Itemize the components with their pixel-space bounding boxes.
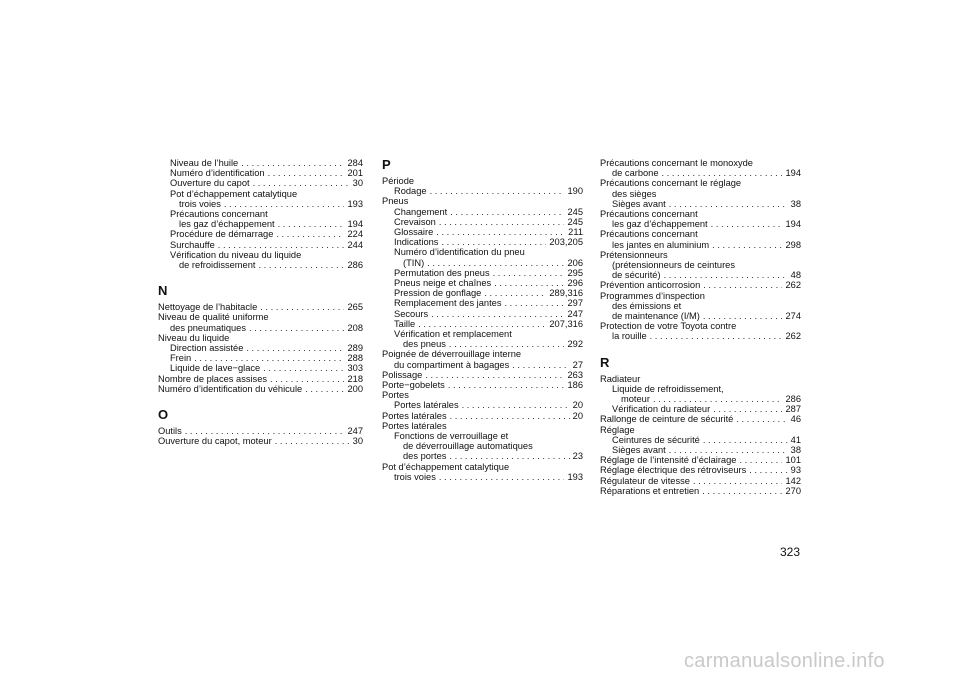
dot-leader [702,486,782,496]
index-entry [382,451,583,461]
index-entry [382,319,583,329]
entry-text: Prévention anticorrosion [600,280,701,291]
index-entry [600,250,801,260]
entry-page-ref: 38 [790,198,801,209]
index-column-3 [600,158,801,496]
index-entry [600,240,801,250]
index-entry [382,196,583,206]
dot-leader [650,331,783,341]
index-entry [382,411,583,421]
entry-text: de déverrouillage automatiques [403,441,533,452]
entry-page-ref: 247 [567,308,583,319]
entry-page-ref: 265 [347,302,363,313]
entry-page-ref: 101 [785,455,801,466]
dot-leader [693,476,783,486]
entry-text: les gaz d’échappement [179,219,275,230]
entry-text: Précautions concernant [600,209,698,220]
index-entry [600,384,801,394]
dot-leader [448,380,565,390]
index-entry [158,199,363,209]
entry-text: (TIN) [403,257,425,268]
dot-leader [711,219,783,229]
index-entry [600,435,801,445]
entry-page-ref: 142 [785,475,801,486]
entry-page-ref: 274 [785,311,801,322]
entry-page-ref: 211 [568,227,583,238]
index-entry [382,258,583,268]
entry-page-ref: 289,316 [549,288,583,299]
index-entry [158,209,363,219]
index-entry [600,301,801,311]
index-entry [382,176,583,186]
index-column-2 [382,158,583,482]
entry-page-ref: 203,205 [549,237,583,248]
index-entry [382,186,583,196]
index-entry [158,189,363,199]
entry-text: Numéro d’identification du pneu [394,247,525,258]
dot-leader [246,343,344,353]
index-entry [382,278,583,288]
entry-text: Prétensionneurs [600,249,668,260]
entry-page-ref: 48 [790,270,801,281]
entry-text: Niveau du liquide [158,332,230,343]
entry-page-ref: 193 [347,198,363,209]
entry-text: Portes latérales [382,420,447,431]
index-entry [600,270,801,280]
entry-text: Réglage électrique des rétroviseurs [600,465,747,476]
index-entry [600,465,801,475]
entry-text: moteur [621,394,650,405]
index-entry [382,329,583,339]
dot-leader [494,278,564,288]
entry-text: Liquide de refroidissement, [612,383,724,394]
index-entry [158,240,363,250]
section-letter: O [158,407,169,423]
entry-text: Régulateur de vitesse [600,475,690,486]
index-entry [158,343,363,353]
entry-page-ref: 194 [785,219,801,230]
entry-text: de refroidissement [179,260,256,271]
entry-page-ref: 207,316 [549,318,583,329]
dot-leader [439,217,565,227]
entry-page-ref: 41 [790,434,801,445]
index-entry [158,323,363,333]
dot-leader [439,472,565,482]
entry-text: Rodage [394,186,427,197]
entry-text: Pot d’échappement catalytique [382,461,510,472]
dot-leader [275,436,350,446]
dot-leader [505,298,565,308]
dot-leader [739,455,782,465]
entry-text: Indications [394,237,439,248]
index-column-1 [158,158,363,446]
entry-text: Précautions concernant le réglage [600,178,742,189]
dot-leader [462,400,570,410]
dot-leader [664,270,788,280]
dot-leader [218,240,345,250]
dot-leader [425,370,564,380]
dot-leader [263,363,344,373]
index-entry [600,189,801,199]
entry-text: Secours [394,308,429,319]
entry-text: Numéro d’identification [170,168,265,179]
index-entry [158,250,363,260]
entry-text: Pneus [382,196,409,207]
index-entry [158,333,363,343]
entry-text: Taille [394,318,416,329]
entry-text: Vérification du niveau du liquide [170,249,302,260]
index-entry [158,302,363,312]
entry-text: Portes latérales [394,400,459,411]
section-letter: P [382,157,391,172]
entry-page-ref: 194 [785,168,801,179]
entry-text: Précautions concernant le monoxyde [600,158,753,168]
dot-leader [736,414,787,424]
entry-text: Pneus neige et chaînes [394,278,492,289]
entry-text: Vérification du radiateur [612,404,711,415]
entry-page-ref: 30 [352,436,363,447]
entry-text: Ouverture du capot [170,178,250,189]
dot-leader [268,168,345,178]
entry-text: trois voies [394,471,436,482]
entry-text: Surchauffe [170,239,215,250]
entry-text: des émissions et [612,300,682,311]
entry-page-ref: 245 [567,206,583,217]
index-entry [382,227,583,237]
entry-page-ref: 93 [790,465,801,476]
entry-page-ref: 244 [347,239,363,250]
dot-leader [450,207,564,217]
entry-text: des portes [403,451,447,462]
index-entry [600,158,801,168]
entry-text: Porte−gobelets [382,380,445,391]
entry-page-ref: 263 [567,369,583,380]
entry-text: Sièges avant [612,198,666,209]
dot-leader [713,404,782,414]
entry-page-ref: 298 [785,239,801,250]
entry-text: Ceintures de sécurité [612,434,700,445]
entry-page-ref: 296 [567,278,583,289]
entry-page-ref: 218 [347,373,363,384]
index-entry [600,425,801,435]
entry-text: Vérification et remplacement [394,329,512,340]
entry-text: Nombre de places assises [158,373,268,384]
entry-text: Direction assistée [170,343,244,354]
dot-leader [436,227,565,237]
index-entry [382,237,583,247]
entry-text: Niveau de l’huile [170,158,239,168]
entry-page-ref: 247 [347,426,363,437]
dot-leader [703,311,783,321]
entry-text: la rouille [612,331,647,342]
entry-text: Pot d’échappement catalytique [170,188,298,199]
index-entry [600,414,801,424]
index-entry [382,360,583,370]
entry-text: Nettoyage de l’habitacle [158,302,258,313]
index-entry [600,219,801,229]
dot-leader [703,280,782,290]
entry-text: Procédure de démarrage [170,229,274,240]
entry-text: Précautions concernant [600,229,698,240]
entry-page-ref: 190 [567,186,583,197]
index-entry [158,219,363,229]
entry-page-ref: 208 [347,322,363,333]
entry-text: Remplacement des jantes [394,298,502,309]
index-entry [382,472,583,482]
index-entry [382,207,583,217]
section-letter: N [158,283,168,299]
entry-text: des pneumatiques [170,322,246,333]
entry-text: les jantes en aluminium [612,239,710,250]
index-entry [382,400,583,410]
dot-leader [224,199,345,209]
page-number: 323 [780,545,801,559]
dot-leader [653,394,783,404]
dot-leader [450,411,570,421]
index-entry [600,311,801,321]
dot-leader [249,323,345,333]
index-entry [382,288,583,298]
entry-page-ref: 262 [785,331,801,342]
entry-text: Réglage [600,424,635,435]
entry-text: des sièges [612,188,657,199]
index-entry [382,247,583,257]
index-entry [382,349,583,359]
index-entry [158,312,363,322]
dot-leader [669,445,788,455]
entry-text: du compartiment à bagages [394,359,510,370]
entry-page-ref: 201 [347,168,363,179]
entry-text: de maintenance (I/M) [612,311,700,322]
index-entry [158,168,363,178]
entry-page-ref: 194 [347,219,363,230]
entry-text: Programmes d’inspection [600,290,705,301]
entry-text: Réparations et entretien [600,485,700,496]
entry-text: Portes [382,390,409,401]
index-entry [382,298,583,308]
dot-leader [431,309,564,319]
index-entry [158,178,363,188]
index-entry [382,370,583,380]
entry-page-ref: 27 [572,359,583,370]
entry-page-ref: 295 [567,267,583,278]
index-entry [600,394,801,404]
entry-page-ref: 303 [347,363,363,374]
index-entry [158,426,363,436]
entry-text: Numéro d’identification du véhicule [158,383,303,394]
entry-text: de sécurité) [612,270,661,281]
entry-page-ref: 46 [790,414,801,425]
entry-page-ref: 270 [785,485,801,496]
dot-leader [493,268,565,278]
dot-leader [305,384,344,394]
dot-leader [253,178,350,188]
dot-leader [484,288,546,298]
entry-page-ref: 288 [347,353,363,364]
index-entry [600,321,801,331]
index-entry [158,363,363,373]
entry-text: Polissage [382,369,423,380]
watermark-text: carmanualsonline.info [684,650,885,672]
entry-text: Liquide de lave−glace [170,363,261,374]
entry-page-ref: 20 [572,410,583,421]
entry-text: Période [382,176,415,186]
entry-text: Précautions concernant [170,209,268,220]
dot-leader [194,353,344,363]
index-entry [382,390,583,400]
index-entry [600,260,801,270]
entry-page-ref: 186 [567,380,583,391]
index-entry [600,280,801,290]
entry-text: Frein [170,353,192,364]
index-entry [600,168,801,178]
index-entry [382,441,583,451]
index-entry [382,462,583,472]
entry-page-ref: 297 [567,298,583,309]
index-entry [600,331,801,341]
index-entry [158,374,363,384]
index-entry [158,229,363,239]
index-entry [600,178,801,188]
index-entry [382,268,583,278]
entry-page-ref: 286 [785,394,801,405]
entry-text: Protection de votre Toyota contre [600,321,737,332]
index-entry [600,374,801,384]
index-entry [382,309,583,319]
dot-leader [662,168,783,178]
entry-page-ref: 284 [347,158,363,168]
entry-text: de carbone [612,168,659,179]
entry-page-ref: 206 [567,257,583,268]
index-entry [158,260,363,270]
dot-leader [703,435,788,445]
entry-text: (prétensionneurs de ceintures [612,260,735,271]
index-entry [382,380,583,390]
entry-text: Fonctions de verrouillage et [394,431,509,442]
entry-text: les gaz d’échappement [612,219,708,230]
entry-page-ref: 286 [347,260,363,271]
entry-text: Ouverture du capot, moteur [158,436,272,447]
entry-page-ref: 200 [347,383,363,394]
index-entry [158,353,363,363]
index-entry [382,339,583,349]
dot-leader [241,158,344,168]
entry-page-ref: 20 [572,400,583,411]
dot-leader [430,186,565,196]
entry-page-ref: 289 [347,343,363,354]
entry-page-ref: 287 [785,404,801,415]
entry-text: trois voies [179,198,221,209]
entry-text: Réglage de l’intensité d’éclairage [600,455,737,466]
index-entry [382,431,583,441]
entry-text: Radiateur [600,373,641,384]
entry-text: Poignée de déverrouillage interne [382,349,522,360]
entry-text: Portes latérales [382,410,447,421]
entry-text: des pneus [403,339,446,350]
entry-page-ref: 224 [347,229,363,240]
dot-leader [278,219,345,229]
dot-leader [185,426,345,436]
index-entry [600,291,801,301]
entry-text: Sièges avant [612,445,666,456]
dot-leader [270,374,344,384]
index-entry [158,384,363,394]
index-entry [600,209,801,219]
index-entry [600,404,801,414]
section-letter: R [600,354,610,370]
entry-page-ref: 38 [790,445,801,456]
dot-leader [669,199,788,209]
entry-page-ref: 23 [572,451,583,462]
dot-leader [260,302,344,312]
dot-leader [276,229,344,239]
index-entry [600,486,801,496]
entry-page-ref: 292 [567,339,583,350]
dot-leader [418,319,546,329]
entry-page-ref: 262 [785,280,801,291]
entry-text: Rallonge de ceinture de sécurité [600,414,734,425]
dot-leader [449,339,565,349]
entry-text: Crevaison [394,216,436,227]
entry-text: Pression de gonflage [394,288,482,299]
dot-leader [512,360,569,370]
entry-page-ref: 245 [567,216,583,227]
entry-page-ref: 193 [567,471,583,482]
entry-text: Outils [158,426,182,437]
dot-leader [449,451,569,461]
index-entry [382,217,583,227]
index-entry [600,476,801,486]
dot-leader [749,465,787,475]
index-entry [600,445,801,455]
dot-leader [441,237,546,247]
entry-text: Permutation des pneus [394,267,490,278]
dot-leader [712,240,782,250]
index-entry [158,158,363,168]
dot-leader [258,260,344,270]
index-entry [382,421,583,431]
entry-text: Niveau de qualité uniforme [158,312,269,323]
index-entry [158,436,363,446]
index-entry [600,229,801,239]
entry-text: Glossaire [394,227,434,238]
dot-leader [427,258,564,268]
entry-page-ref: 30 [352,178,363,189]
entry-text: Changement [394,206,448,217]
index-entry [600,199,801,209]
index-entry [600,455,801,465]
